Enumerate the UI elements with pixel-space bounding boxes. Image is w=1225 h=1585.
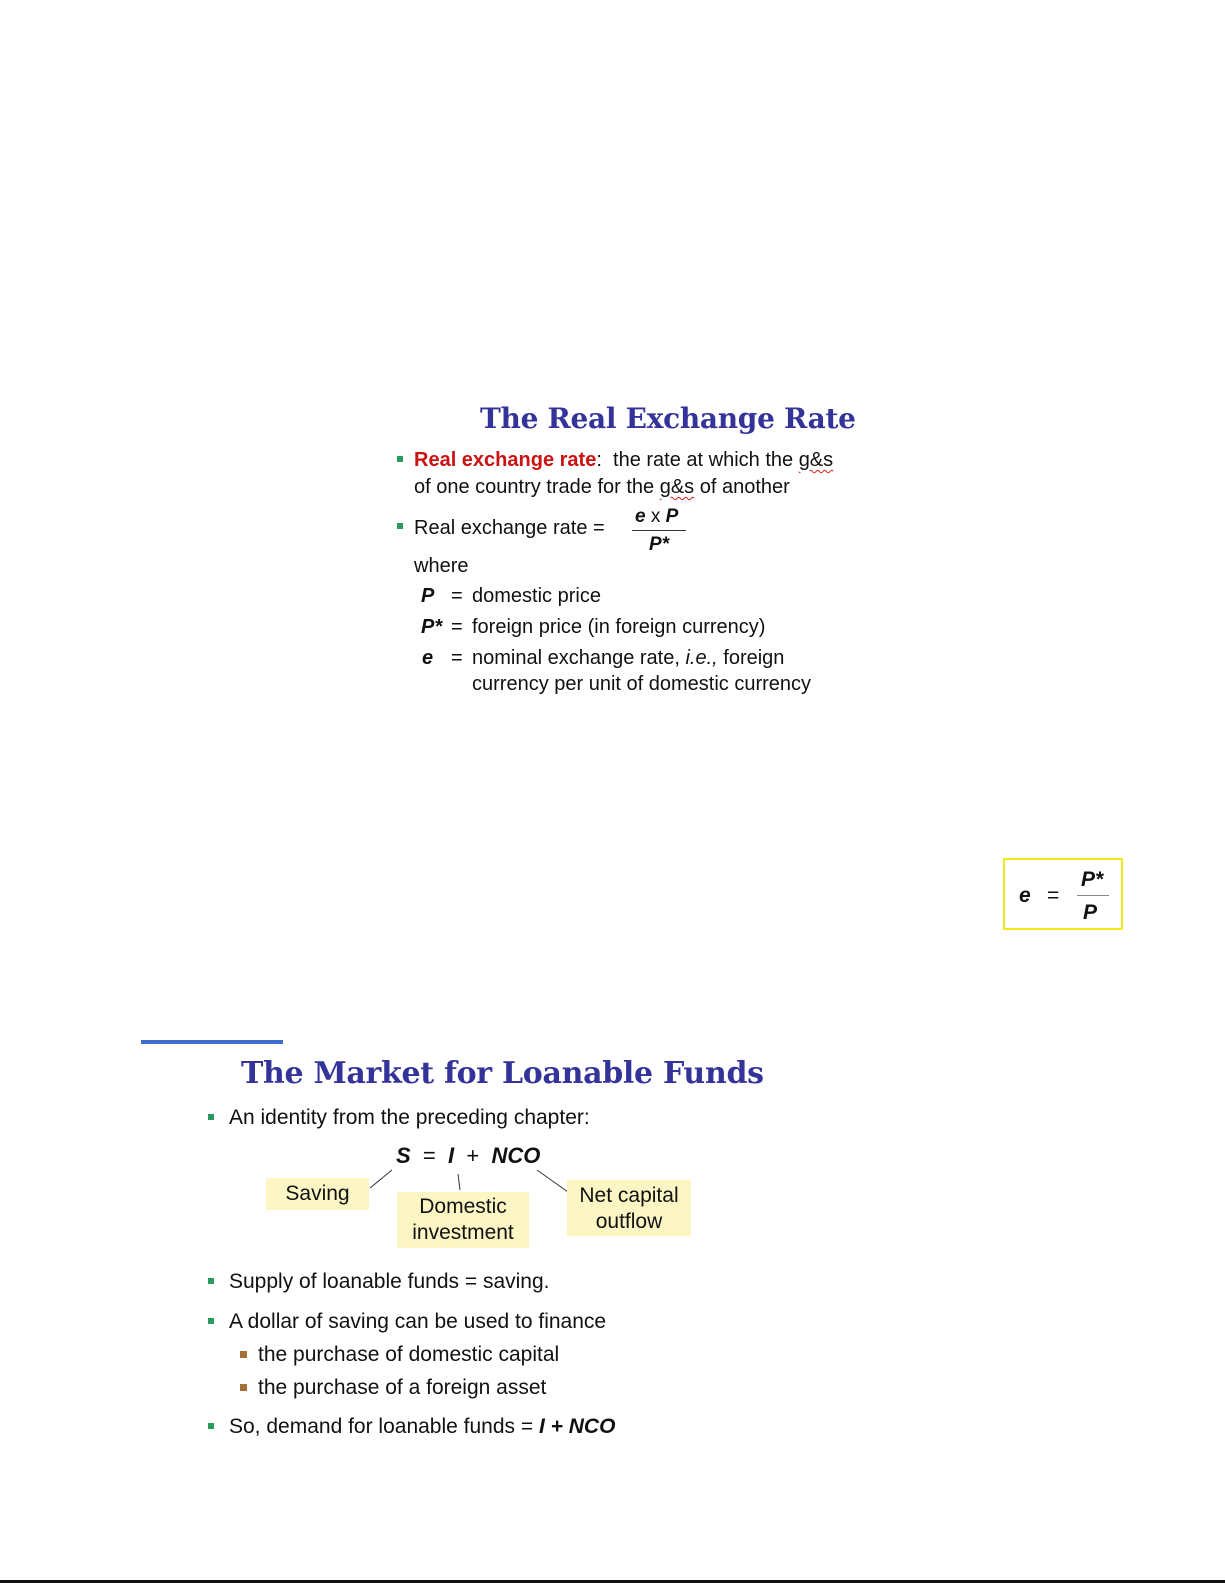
def-text-2b: of another [694, 476, 790, 498]
sym-p: P [665, 506, 679, 527]
slide1-title: The Real Exchange Rate [480, 402, 856, 435]
bullet-demand [229, 1415, 615, 1439]
var-description-line-2: currency per unit of domestic currency [472, 673, 812, 695]
var-description: domestic price [472, 585, 601, 607]
demand-formula: I + NCO [538, 1415, 616, 1438]
def-text-2a: of one country trade for the [414, 476, 660, 498]
sub-bullet-foreign-asset: the purchase of a foreign asset [258, 1376, 547, 1399]
label-line: outflow [595, 1210, 663, 1233]
formula-equals: = [1047, 884, 1060, 907]
label-net-capital-outflow [567, 1180, 691, 1236]
def-colon: : [596, 449, 602, 471]
formula-denominator: P* [649, 534, 670, 555]
page-bottom-rule [0, 1580, 1225, 1583]
sub-bullet-marker [240, 1384, 247, 1391]
def-text-1: the rate at which the [613, 449, 799, 471]
bullet-marker [208, 1278, 214, 1284]
desc-part: nominal exchange rate, [472, 647, 686, 669]
connector-saving [370, 1170, 392, 1188]
var-equals: = [451, 616, 463, 638]
gs-abbrev: g&s [798, 449, 834, 471]
var-description: foreign price (in foreign currency) [472, 616, 766, 638]
bullet-supply: Supply of loanable funds = saving. [229, 1270, 550, 1293]
label-line: Net capital [579, 1184, 679, 1207]
sym-nco: NCO [491, 1143, 541, 1168]
label-line: Domestic [419, 1195, 507, 1218]
gs-abbrev: g&s [659, 476, 695, 498]
var-symbol: P* [421, 616, 443, 638]
slide2-title: The Market for Loanable Funds [241, 1056, 764, 1091]
desc-ie: i.e., [685, 647, 718, 669]
plus-sign: + [466, 1143, 480, 1168]
bullet-identity-intro: An identity from the preceding chapter: [229, 1106, 590, 1129]
var-equals: = [451, 585, 463, 607]
formula-lhs: e [1019, 884, 1031, 907]
var-symbol: e [422, 647, 434, 669]
label-domestic-investment [397, 1192, 529, 1248]
formula-denominator: P [1083, 901, 1098, 924]
sym-e: e [635, 506, 646, 527]
label-saving: Saving [266, 1178, 369, 1210]
var-symbol: P [421, 585, 435, 607]
desc-part: foreign [717, 647, 785, 669]
term-real-exchange-rate: Real exchange rate [414, 449, 597, 471]
sub-bullet-domestic-capital: the purchase of domestic capital [258, 1343, 560, 1366]
demand-text: So, demand for loanable funds = [229, 1415, 539, 1438]
where-label: where [414, 555, 469, 577]
formula-numerator: P* [1081, 868, 1104, 891]
times-sign: x [645, 506, 666, 527]
sym-i: I [448, 1143, 455, 1168]
eq-sign: = [422, 1143, 436, 1168]
bullet-marker [208, 1423, 214, 1429]
var-equals: = [451, 647, 463, 669]
connector-investment [458, 1174, 460, 1190]
formula-label: Real exchange rate = [414, 517, 605, 539]
connector-nco [537, 1170, 568, 1192]
bullet-dollar-saving: A dollar of saving can be used to finance [229, 1310, 607, 1333]
label-line: investment [412, 1221, 514, 1244]
bullet-marker [208, 1318, 214, 1324]
sym-s: S [396, 1143, 411, 1168]
sub-bullet-marker [240, 1351, 247, 1358]
